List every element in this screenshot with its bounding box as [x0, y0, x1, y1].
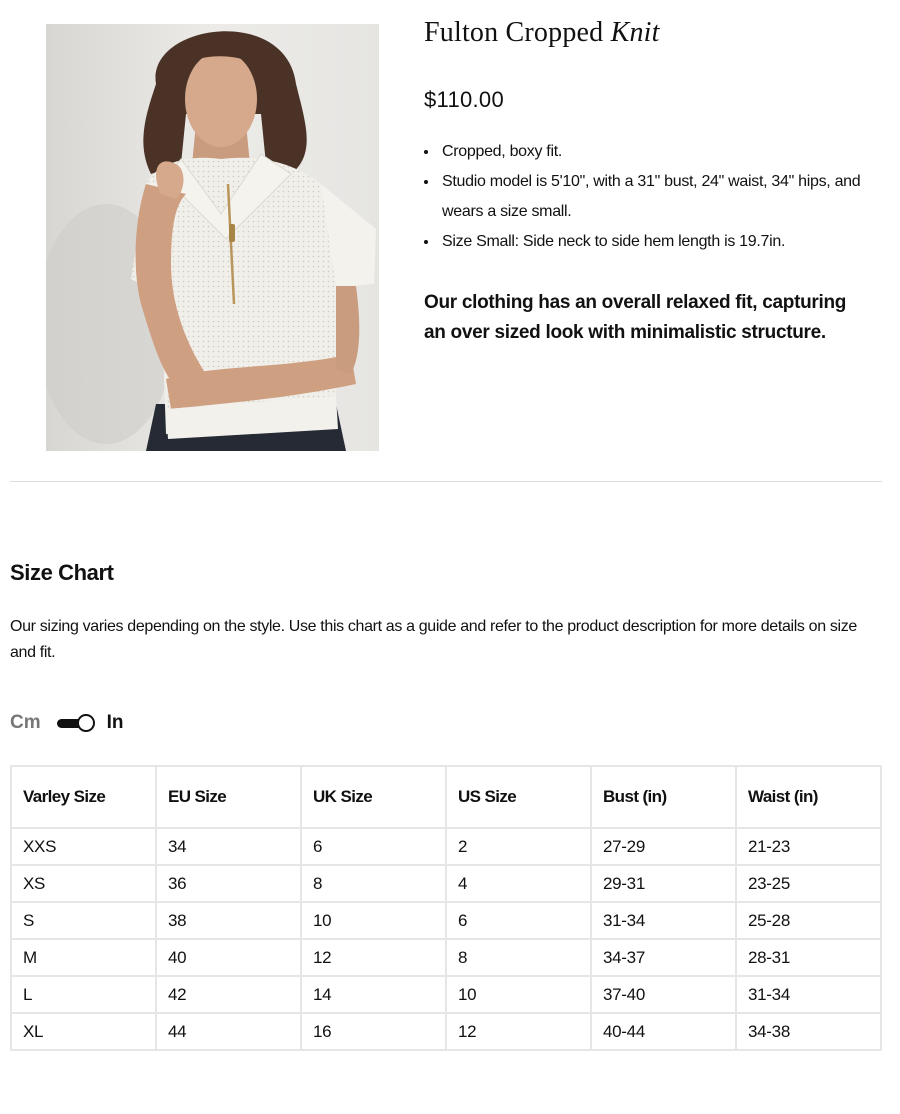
size-chart-description: Our sizing varies depending on the style. Use this chart as a guide and refer to the product description for more details on size and fit.: [10, 618, 857, 661]
feature-item: Studio model is 5'10", with a 31" bust, 24" waist, 34" hips, and wears a size small.: [424, 167, 864, 227]
table-cell: 10: [446, 976, 591, 1013]
table-cell: 16: [301, 1013, 446, 1050]
product-image[interactable]: [46, 24, 379, 451]
table-cell: 12: [446, 1013, 591, 1050]
table-cell: 36: [156, 865, 301, 902]
table-cell: 40-44: [591, 1013, 736, 1050]
table-row: [11, 902, 881, 939]
table-cell: 28-31: [736, 939, 881, 976]
column-header: UK Size: [301, 766, 446, 828]
table-row: [11, 828, 881, 865]
product-title-italic: Knit: [610, 17, 660, 48]
table-cell: 27-29: [591, 828, 736, 865]
table-cell: 31-34: [591, 902, 736, 939]
table-row: [11, 1013, 881, 1050]
product-info: [424, 14, 864, 348]
table-cell: S: [11, 902, 156, 939]
product-title: [424, 14, 864, 52]
table-cell: 14: [301, 976, 446, 1013]
product-title-main: Fulton Cropped: [424, 17, 604, 48]
unit-cm-label[interactable]: Cm: [10, 712, 41, 733]
table-cell: 29-31: [591, 865, 736, 902]
table-row: [11, 939, 881, 976]
product-price: $110.00: [424, 87, 504, 112]
section-divider: [10, 481, 882, 482]
table-cell: 34-38: [736, 1013, 881, 1050]
table-cell: 6: [446, 902, 591, 939]
table-row: [11, 865, 881, 902]
table-cell: XXS: [11, 828, 156, 865]
table-cell: 40: [156, 939, 301, 976]
table-cell: L: [11, 976, 156, 1013]
feature-item: Cropped, boxy fit.: [424, 137, 864, 167]
table-cell: 8: [446, 939, 591, 976]
table-cell: 34-37: [591, 939, 736, 976]
table-cell: XS: [11, 865, 156, 902]
column-header: Bust (in): [591, 766, 736, 828]
table-cell: M: [11, 939, 156, 976]
size-chart-title: Size Chart: [10, 560, 114, 585]
fit-note: Our clothing has an overall relaxed fit, capturing an over sized look with minimalistic structure.: [424, 292, 847, 343]
table-cell: 4: [446, 865, 591, 902]
table-cell: 31-34: [736, 976, 881, 1013]
size-chart-table: [10, 765, 882, 1051]
product-features: [424, 137, 864, 257]
table-cell: 2: [446, 828, 591, 865]
table-cell: 38: [156, 902, 301, 939]
table-cell: 6: [301, 828, 446, 865]
feature-item: Size Small: Side neck to side hem length is 19.7in.: [424, 227, 864, 257]
column-header: US Size: [446, 766, 591, 828]
table-header-row: [11, 766, 881, 828]
table-cell: 10: [301, 902, 446, 939]
unit-switch[interactable]: [57, 715, 95, 731]
column-header: Waist (in): [736, 766, 881, 828]
table-cell: XL: [11, 1013, 156, 1050]
column-header: EU Size: [156, 766, 301, 828]
unit-switch-knob: [77, 714, 95, 732]
table-cell: 8: [301, 865, 446, 902]
table-cell: 25-28: [736, 902, 881, 939]
table-cell: 21-23: [736, 828, 881, 865]
table-cell: 23-25: [736, 865, 881, 902]
table-cell: 42: [156, 976, 301, 1013]
table-cell: 44: [156, 1013, 301, 1050]
unit-in-label[interactable]: In: [106, 712, 124, 733]
column-header: Varley Size: [11, 766, 156, 828]
table-row: [11, 976, 881, 1013]
unit-toggle: [10, 708, 124, 738]
table-cell: 37-40: [591, 976, 736, 1013]
table-cell: 34: [156, 828, 301, 865]
product-photo: [46, 24, 379, 451]
table-cell: 12: [301, 939, 446, 976]
